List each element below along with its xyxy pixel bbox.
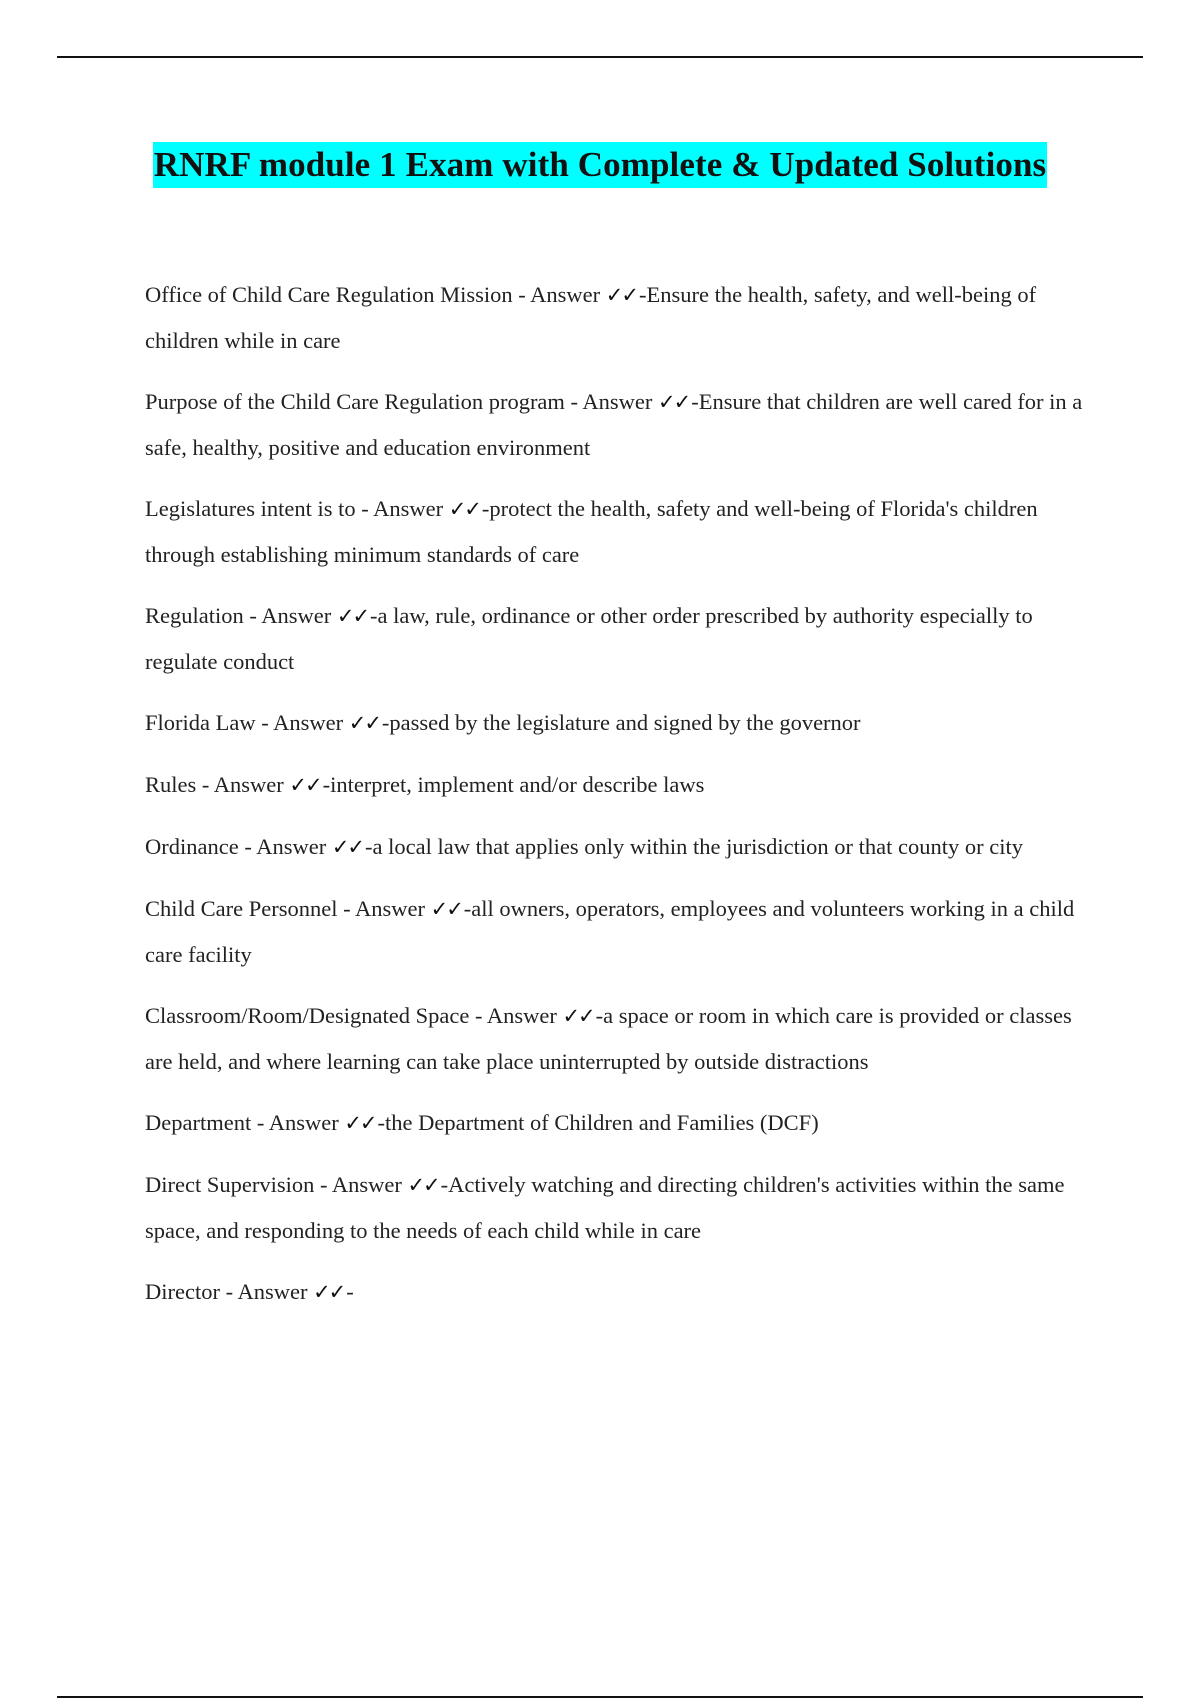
qa-definition: -interpret, implement and/or describe laws — [322, 772, 705, 797]
qa-item — [145, 1269, 1095, 1315]
qa-definition: -passed by the legislature and signed by the governor — [381, 710, 861, 735]
qa-item — [145, 824, 1095, 870]
qa-item — [145, 993, 1095, 1084]
double-check-icon: ✓✓ — [658, 390, 690, 414]
qa-term: Legislatures intent is to - Answer — [145, 496, 449, 521]
qa-definition: -a space or room in which care is provided or classes are held, and where learning can take place uninterrupted by outside distractions — [145, 1003, 1072, 1074]
qa-item — [145, 272, 1095, 363]
qa-term: Florida Law - Answer — [145, 710, 349, 735]
qa-definition: -Ensure that children are well cared for in a safe, healthy, positive and education environment — [145, 389, 1083, 460]
qa-item — [145, 379, 1095, 470]
qa-item — [145, 700, 1095, 746]
double-check-icon: ✓✓ — [407, 1173, 439, 1197]
qa-list — [145, 272, 1095, 1331]
title-container — [0, 142, 1200, 188]
double-check-icon: ✓✓ — [289, 773, 321, 797]
qa-term: Purpose of the Child Care Regulation program - Answer — [145, 389, 659, 414]
qa-term: Office of Child Care Regulation Mission - Answer — [145, 282, 606, 307]
qa-definition: -protect the health, safety and well-being of Florida's children through establishing minimum standards of care — [145, 496, 1038, 567]
qa-definition: - — [346, 1279, 354, 1304]
double-check-icon: ✓✓ — [605, 283, 637, 307]
qa-definition: -the Department of Children and Families (DCF) — [377, 1110, 819, 1135]
qa-item — [145, 1162, 1095, 1253]
qa-definition: -a local law that applies only within the jurisdiction or that county or city — [365, 834, 1023, 859]
double-check-icon: ✓✓ — [313, 1280, 345, 1304]
qa-term: Director - Answer — [145, 1279, 314, 1304]
double-check-icon: ✓✓ — [331, 835, 364, 859]
qa-definition: -a law, rule, ordinance or other order prescribed by authority especially to regulate conduct — [145, 603, 1033, 674]
qa-definition: -Ensure the health, safety, and well-being of children while in care — [145, 282, 1037, 353]
bottom-rule — [57, 1696, 1143, 1698]
qa-term: Department - Answer — [145, 1110, 345, 1135]
qa-item — [145, 593, 1095, 684]
qa-definition: -all owners, operators, employees and volunteers working in a child care facility — [145, 896, 1075, 967]
qa-term: Direct Supervision - Answer — [145, 1172, 408, 1197]
double-check-icon: ✓✓ — [562, 1004, 594, 1028]
qa-item — [145, 762, 1095, 808]
qa-definition: -Actively watching and directing children's activities within the same space, and responding to the needs of each child while in care — [145, 1172, 1065, 1243]
qa-term: Ordinance - Answer — [145, 834, 332, 859]
qa-item — [145, 1100, 1095, 1146]
double-check-icon: ✓✓ — [448, 497, 480, 521]
double-check-icon: ✓✓ — [336, 604, 369, 628]
double-check-icon: ✓✓ — [344, 1111, 376, 1135]
double-check-icon: ✓✓ — [430, 897, 462, 921]
qa-term: Rules - Answer — [145, 772, 290, 797]
qa-term: Classroom/Room/Designated Space - Answer — [145, 1003, 563, 1028]
page-title: RNRF module 1 Exam with Complete & Updated Solutions — [153, 142, 1048, 188]
double-check-icon: ✓✓ — [348, 711, 380, 735]
qa-term: Child Care Personnel - Answer — [145, 896, 431, 921]
qa-item — [145, 886, 1095, 977]
qa-item — [145, 486, 1095, 577]
qa-term: Regulation - Answer — [145, 603, 337, 628]
top-rule — [57, 56, 1143, 58]
